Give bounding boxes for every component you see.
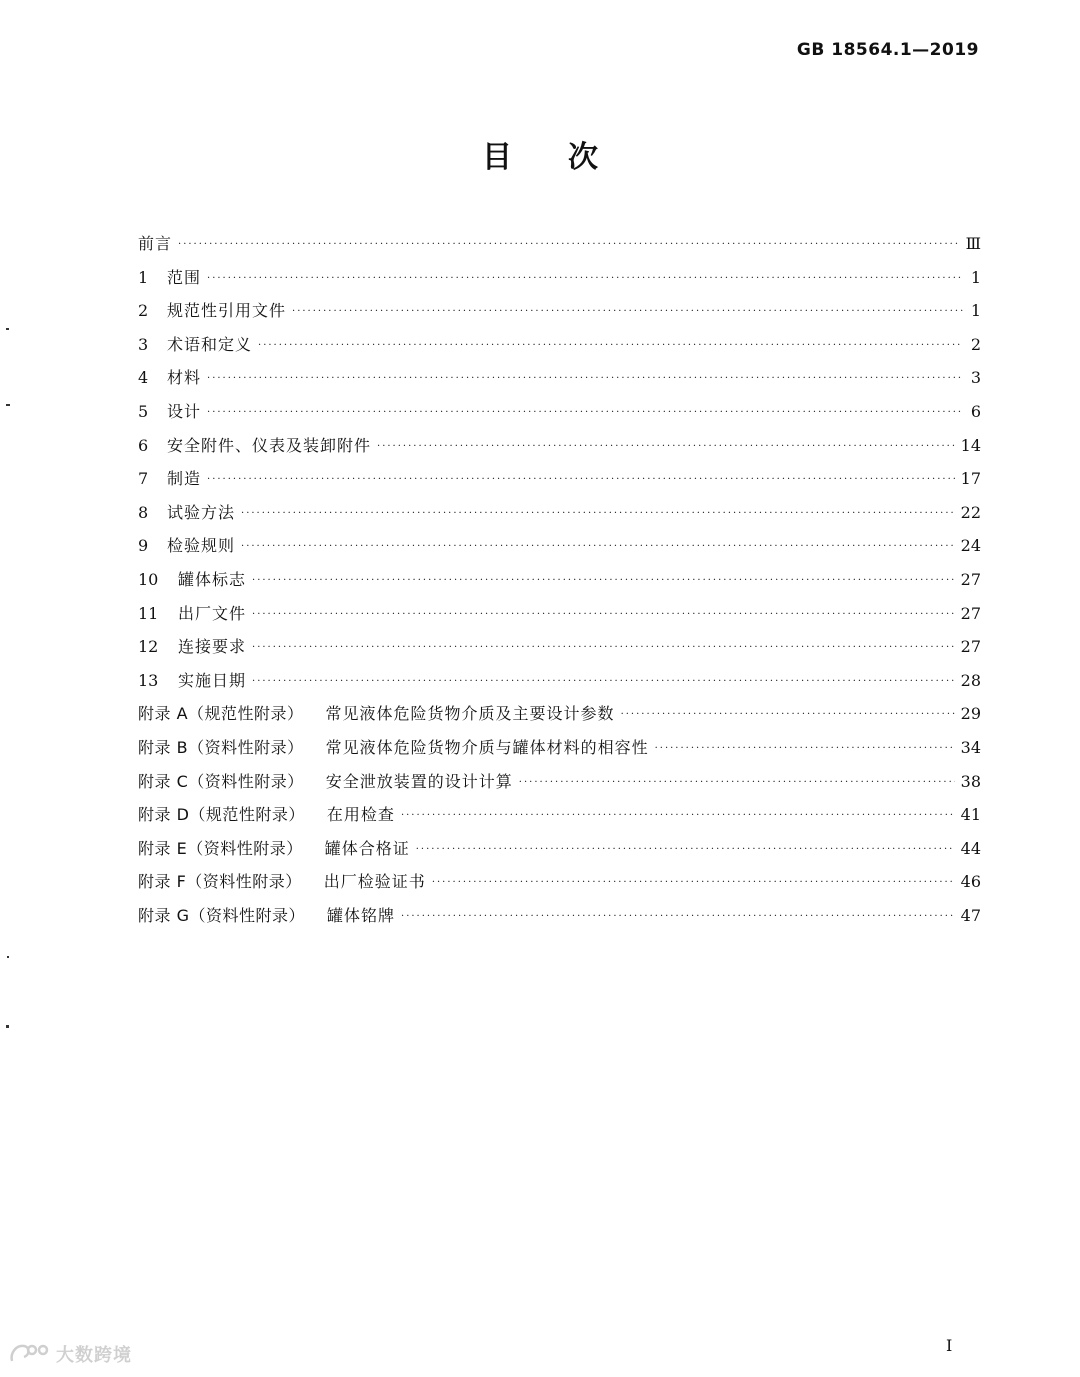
toc-label: 范围 xyxy=(167,267,202,287)
leader-dots xyxy=(252,564,955,598)
toc-label: 连接要求 xyxy=(178,637,247,657)
appendix-heading: 附录 A（规范性附录） xyxy=(138,704,304,724)
leader-dots xyxy=(241,497,955,531)
appendix-heading: 附录 G（资料性附录） xyxy=(138,905,305,925)
toc-page-number: 34 xyxy=(960,737,981,757)
toc-page-number: 3 xyxy=(970,368,981,388)
watermark xyxy=(8,1341,132,1367)
appendix-heading: 附录 B（资料性附录） xyxy=(138,737,304,757)
appendix-heading: 附录 E（资料性附录） xyxy=(138,838,303,858)
toc-label: 术语和定义 xyxy=(167,334,253,354)
toc-section-number: 5 xyxy=(138,401,149,421)
page-number: I xyxy=(946,1336,953,1355)
toc-page-number: 1 xyxy=(970,267,981,287)
toc-row-13[interactable] xyxy=(138,664,981,698)
toc-row-6[interactable] xyxy=(138,429,981,463)
appendix-heading: 附录 C（资料性附录） xyxy=(138,771,304,791)
leader-dots xyxy=(258,329,963,363)
toc-section-number: 1 xyxy=(138,267,149,287)
toc-page-number: 24 xyxy=(960,536,981,556)
toc-page-number: 6 xyxy=(970,401,981,421)
toc-label: 出厂文件 xyxy=(178,603,247,623)
toc-label: 实施日期 xyxy=(178,670,247,690)
appendix-heading: 附录 F（资料性附录） xyxy=(138,872,302,892)
toc-label: 检验规则 xyxy=(167,536,236,556)
toc-page-number: 17 xyxy=(960,469,981,489)
toc-row-appendix-f[interactable] xyxy=(138,865,981,899)
leader-dots xyxy=(207,396,963,430)
toc-row-appendix-b[interactable] xyxy=(138,731,981,765)
standard-code: GB 18564.1—2019 xyxy=(796,40,979,60)
toc-row-appendix-d[interactable] xyxy=(138,798,981,832)
leader-dots xyxy=(252,598,955,632)
toc-row-4[interactable] xyxy=(138,361,981,395)
toc-section-number: 4 xyxy=(138,368,149,388)
scan-artifact xyxy=(7,956,9,958)
toc-row-3[interactable] xyxy=(138,328,981,362)
toc-row-7[interactable] xyxy=(138,462,981,496)
leader-dots xyxy=(207,362,963,396)
title-char-1: 目 xyxy=(482,140,512,175)
appendix-title: 罐体铭牌 xyxy=(327,905,396,925)
appendix-title: 安全泄放装置的设计计算 xyxy=(325,771,513,791)
toc-section-number: 11 xyxy=(138,603,159,623)
toc-row-11[interactable] xyxy=(138,597,981,631)
toc-label: 安全附件、仪表及装卸附件 xyxy=(167,435,372,455)
appendix-title: 在用检查 xyxy=(326,805,395,825)
toc-page-number: 44 xyxy=(960,838,981,858)
toc-page-number: 27 xyxy=(960,569,981,589)
scan-artifact xyxy=(6,1025,9,1028)
scan-artifact xyxy=(6,328,9,330)
toc-section-number: 6 xyxy=(138,435,149,455)
toc-page-number: 27 xyxy=(960,603,981,623)
toc-page-number: 47 xyxy=(960,905,981,925)
toc-section-number: 13 xyxy=(138,670,159,690)
leader-dots xyxy=(252,631,955,665)
toc-label: 罐体标志 xyxy=(178,569,247,589)
leader-dots xyxy=(207,463,955,497)
appendix-title: 罐体合格证 xyxy=(324,838,410,858)
toc-row-appendix-g[interactable] xyxy=(138,899,981,933)
toc-row-8[interactable] xyxy=(138,496,981,530)
toc-row-appendix-e[interactable] xyxy=(138,832,981,866)
toc-page-number: 2 xyxy=(970,334,981,354)
appendix-title: 出厂检验证书 xyxy=(323,872,426,892)
toc-row-appendix-c[interactable] xyxy=(138,765,981,799)
toc-row-9[interactable] xyxy=(138,529,981,563)
toc-page-number: 22 xyxy=(960,502,981,522)
toc-label: 试验方法 xyxy=(167,502,236,522)
leader-dots xyxy=(416,833,955,867)
toc-page-number: Ⅲ xyxy=(965,234,981,253)
toc-row-foreword[interactable] xyxy=(138,227,981,261)
toc-row-10[interactable] xyxy=(138,563,981,597)
leader-dots xyxy=(377,430,955,464)
leader-dots xyxy=(655,732,955,766)
leader-dots xyxy=(252,665,955,699)
scan-artifact xyxy=(6,404,10,406)
toc-section-number: 2 xyxy=(138,301,149,321)
toc-row-appendix-a[interactable] xyxy=(138,697,981,731)
leader-dots xyxy=(292,295,963,329)
toc-row-2[interactable] xyxy=(138,294,981,328)
toc-page-number: 1 xyxy=(970,301,981,321)
leader-dots xyxy=(207,262,963,296)
watermark-text: 大数跨境 xyxy=(56,1345,132,1366)
toc-label: 前言 xyxy=(138,234,173,253)
leader-dots xyxy=(401,799,955,833)
toc-section-number: 10 xyxy=(138,569,159,589)
toc-section-number: 7 xyxy=(138,469,149,489)
toc-row-12[interactable] xyxy=(138,630,981,664)
toc-row-5[interactable] xyxy=(138,395,981,429)
toc-section-number: 9 xyxy=(138,536,149,556)
toc-page-number: 28 xyxy=(960,670,981,690)
toc-label: 材料 xyxy=(167,368,202,388)
toc-page-number: 14 xyxy=(960,435,981,455)
toc-label: 设计 xyxy=(167,401,202,421)
toc-label: 制造 xyxy=(167,469,202,489)
title-char-2: 次 xyxy=(568,140,598,175)
leader-dots xyxy=(432,866,955,900)
toc-page-number: 41 xyxy=(960,805,981,825)
leader-dots xyxy=(401,900,955,934)
toc-section-number: 3 xyxy=(138,334,149,354)
appendix-title: 常见液体危险货物介质及主要设计参数 xyxy=(325,704,615,724)
leader-dots xyxy=(621,698,955,732)
toc-section-number: 8 xyxy=(138,502,149,522)
table-of-contents xyxy=(138,227,981,932)
toc-page-number: 27 xyxy=(960,637,981,657)
leader-dots xyxy=(519,766,955,800)
toc-page-number: 38 xyxy=(960,771,981,791)
appendix-title: 常见液体危险货物介质与罐体材料的相容性 xyxy=(325,737,649,757)
page-title xyxy=(0,132,1080,176)
appendix-heading: 附录 D（规范性附录） xyxy=(138,805,305,825)
toc-label: 规范性引用文件 xyxy=(167,301,287,321)
leader-dots xyxy=(178,228,960,262)
brand-logo-icon xyxy=(8,1341,52,1367)
toc-page-number: 46 xyxy=(960,872,981,892)
toc-section-number: 12 xyxy=(138,637,159,657)
toc-page-number: 29 xyxy=(960,704,981,724)
leader-dots xyxy=(241,530,955,564)
toc-row-1[interactable] xyxy=(138,261,981,295)
